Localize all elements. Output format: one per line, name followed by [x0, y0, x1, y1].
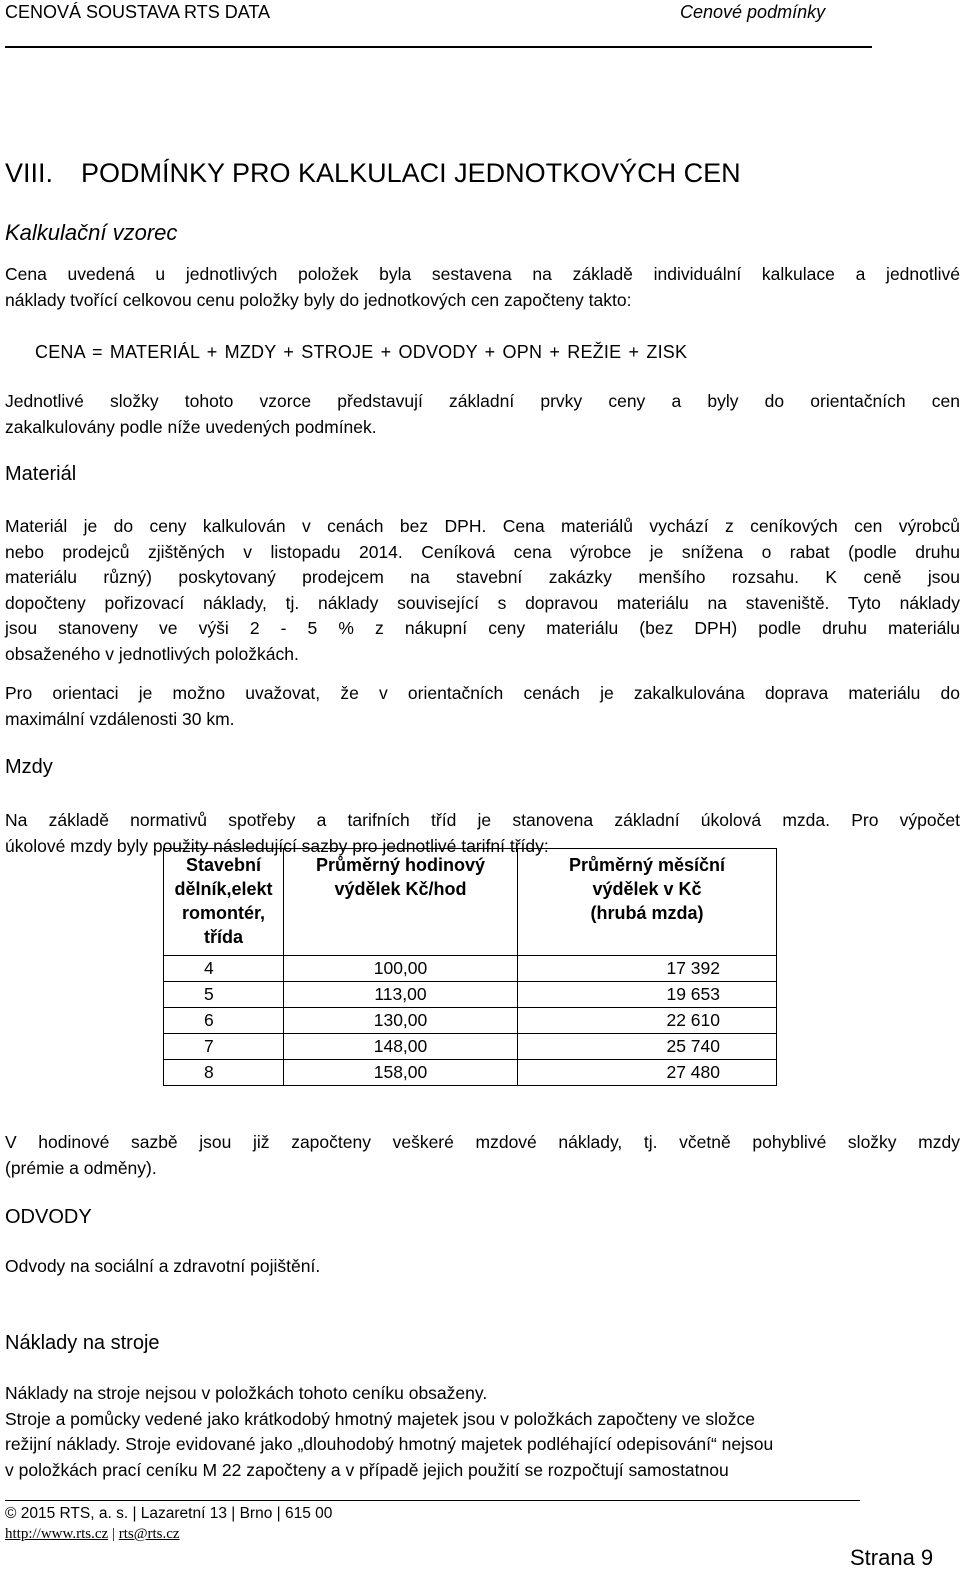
- email-link[interactable]: rts@rts.cz: [118, 1526, 180, 1542]
- text-line: náklady tvořící celkovou cenu položky byly do jednotkových cen započteny takto:: [5, 289, 632, 310]
- text-line: Na základě normativů spotřeby a tarifních tříd je stanovena základní úkolová mzda. Pro výpočet: [5, 810, 960, 830]
- table-row: [164, 1034, 777, 1060]
- table-cell: 19 653: [518, 982, 777, 1008]
- table-row: [164, 1060, 777, 1086]
- text-line: Pro orientaci je možno uvažovat, že v orientačních cenách je zakalkulována doprava materiálu do: [5, 683, 960, 703]
- footer-address: © 2015 RTS, a. s. | Lazaretní 13 | Brno | 615 00: [5, 1505, 333, 1522]
- wages-note: [5, 1130, 960, 1181]
- text-line: v položkách prací ceníku M 22 započteny a v případě jejich použití se rozpočtují samostatnou: [5, 1459, 729, 1480]
- text-line: Cena uvedená u jednotlivých položek byla sestavena na základě individuální kalkulace a jednotlivé: [5, 264, 960, 284]
- website-link[interactable]: http://www.rts.cz: [5, 1526, 109, 1542]
- text-line: (prémie a odměny).: [5, 1157, 157, 1178]
- column-header-hourly: Průměrný hodinový výdělek Kč/hod: [284, 849, 518, 956]
- table-cell: 130,00: [284, 1008, 518, 1034]
- table-row: [164, 982, 777, 1008]
- table-cell: 8: [164, 1060, 284, 1086]
- chapter-title: PODMÍNKY PRO KALKULACI JEDNOTKOVÝCH CEN: [81, 158, 741, 188]
- table-cell: 25 740: [518, 1034, 777, 1060]
- wage-rate-table: [163, 848, 777, 1086]
- chapter-heading: [5, 158, 955, 189]
- table-cell: 17 392: [518, 956, 777, 982]
- formula-components: [5, 389, 960, 440]
- page-number: Strana 9: [850, 1545, 934, 1570]
- text-line: zakalkulovány podle níže uvedených podmínek.: [5, 416, 377, 437]
- table-cell: 22 610: [518, 1008, 777, 1034]
- price-formula: CENA = MATERIÁL + MZDY + STROJE + ODVODY + OPN + REŽIE + ZISK: [35, 342, 688, 362]
- table-cell: 148,00: [284, 1034, 518, 1060]
- text-line: Stroje a pomůcky vedené jako krátkodobý hmotný majetek jsou v položkách započteny ve složce: [5, 1408, 755, 1429]
- table-cell: 4: [164, 956, 284, 982]
- table-cell: 5: [164, 982, 284, 1008]
- levies-text: Odvody na sociální a zdravotní pojištění.: [5, 1256, 321, 1276]
- table-row: [164, 1008, 777, 1034]
- text-line: V hodinové sazbě jsou již započteny veškeré mzdové náklady, tj. včetně pohyblivé složky mzdy: [5, 1132, 960, 1152]
- table-cell: 7: [164, 1034, 284, 1060]
- text-line: materiálu různý) poskytovaný prodejcem na stavební zakázky menšího rozsahu. K ceně jsou: [5, 567, 960, 587]
- text-line: obsaženého v jednotlivých položkách.: [5, 643, 299, 664]
- table-cell: 27 480: [518, 1060, 777, 1086]
- table-header-row: [164, 849, 777, 956]
- table-cell: 100,00: [284, 956, 518, 982]
- formula-intro: [5, 262, 960, 313]
- material-paragraph-1: [5, 514, 960, 667]
- formula-heading: Kalkulační vzorec: [5, 220, 178, 245]
- column-header-monthly: Průměrný měsíční výdělek v Kč (hrubá mzda): [518, 849, 777, 956]
- header-divider: [5, 46, 872, 48]
- wages-heading: Mzdy: [5, 756, 53, 778]
- material-paragraph-2: [5, 681, 960, 732]
- table-cell: 158,00: [284, 1060, 518, 1086]
- table-cell: 113,00: [284, 982, 518, 1008]
- table-cell: 6: [164, 1008, 284, 1034]
- machines-heading: Náklady na stroje: [5, 1332, 160, 1354]
- footer-separator: |: [111, 1526, 115, 1542]
- running-header-left: CENOVÁ SOUSTAVA RTS DATA: [5, 2, 271, 22]
- text-line: dopočteny pořizovací náklady, tj. náklady související s dopravou materiálu na staveniště. Tyto náklady: [5, 592, 960, 613]
- column-header-class: Stavební dělník,elekt romontér, třída: [164, 849, 284, 956]
- footer-divider: [5, 1500, 860, 1501]
- text-line: maximální vzdálenosti 30 km.: [5, 708, 235, 729]
- running-header-right: Cenové podmínky: [680, 2, 826, 22]
- levies-heading: ODVODY: [5, 1206, 92, 1228]
- text-line: Jednotlivé složky tohoto vzorce představují základní prvky ceny a byly do orientačních cen: [5, 391, 960, 411]
- text-line: úkolové mzdy byly použity následující sazby pro jednotlivé tarifní třídy:: [5, 835, 549, 856]
- text-line: nebo prodejců zjištěných v listopadu 2014. Ceníková cena výrobce je snížena o rabat (podle druhu: [5, 541, 960, 562]
- text-line: režijní náklady. Stroje evidované jako „dlouhodobý hmotný majetek podléhající odepisování“ nejsou: [5, 1434, 774, 1454]
- machines-text: [5, 1381, 960, 1483]
- material-heading: Materiál: [5, 463, 77, 485]
- table-row: [164, 956, 777, 982]
- text-line: jsou stanoveny ve výši 2 - 5 % z nákupní ceny materiálu (bez DPH) podle druhu materiálu: [5, 618, 960, 638]
- text-line: Náklady na stroje nejsou v položkách tohoto ceníku obsaženy.: [5, 1383, 488, 1403]
- footer-links: [5, 1526, 180, 1543]
- text-line: Materiál je do ceny kalkulován v cenách bez DPH. Cena materiálů vychází z ceníkových cen výrobců: [5, 516, 960, 536]
- chapter-number: VIII.: [5, 158, 54, 188]
